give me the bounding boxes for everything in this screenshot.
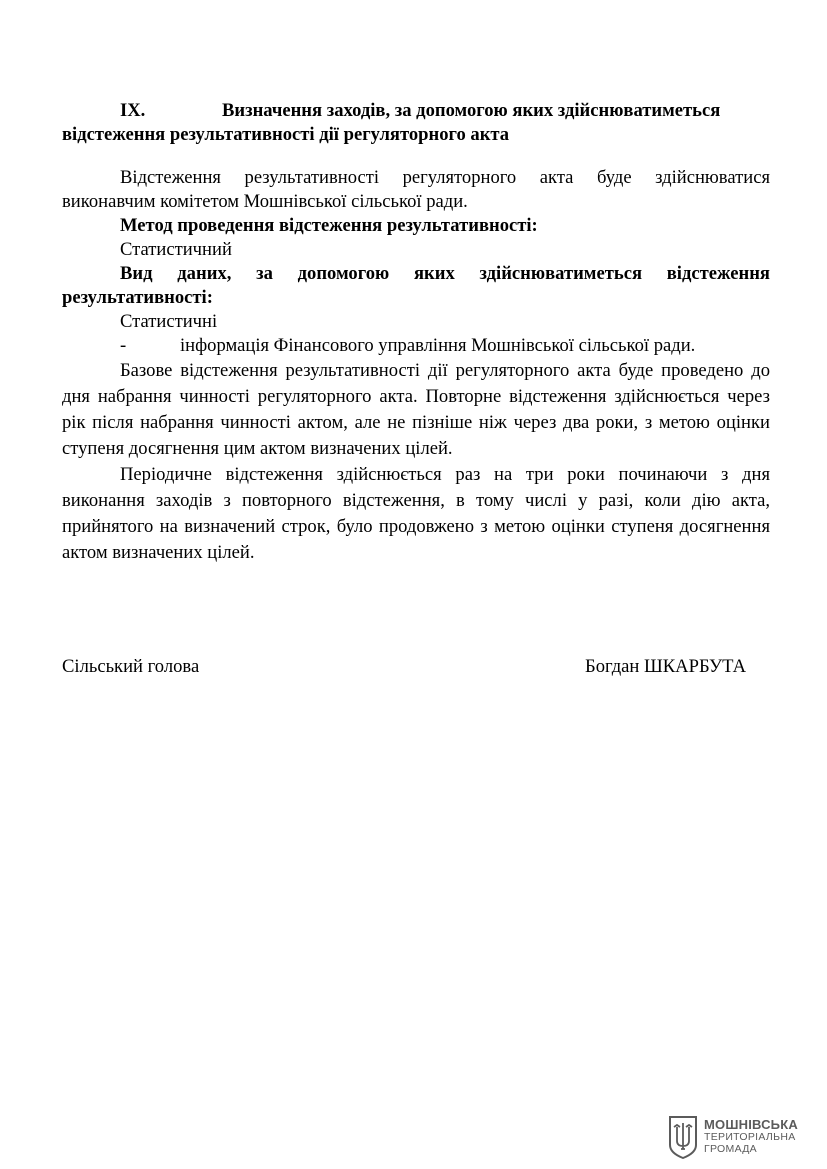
paragraph-periodic-monitoring: Періодичне відстеження здійснюється раз на три роки починаючи з дня виконання заходів з повторного відстеження, в тому числі у разі, коли дію акта, прийнятого на визначений строк, було продовжено з метою оцінки ступеня досягнення актом визначених цілей.	[62, 464, 770, 563]
logo-text	[704, 1119, 798, 1155]
heading-title-part-2: відстеження результативності дії регуляторного акта	[62, 124, 510, 145]
signatory-position: Сільський голова	[62, 656, 200, 677]
signature-block	[62, 655, 746, 679]
logo-line-2: ТЕРИТОРІАЛЬНА	[704, 1131, 796, 1143]
trident-icon	[666, 1115, 700, 1159]
bullet-text: інформація Фінансового управління Мошнівської сільської ради.	[180, 335, 696, 356]
signatory-name: Богдан ШКАРБУТА	[585, 656, 746, 677]
data-type-label: Вид даних, за допомогою яких здійснюватиметься відстеження результативності:	[62, 263, 770, 308]
paragraph-monitoring-body: Відстеження результативності регуляторного акта буде здійснюватися виконавчим комітетом Мошнівської сільської ради.	[62, 167, 770, 212]
bullet-dash: -	[120, 335, 127, 356]
method-label: Метод проведення відстеження результативності:	[120, 215, 538, 236]
logo-line-3: ГРОМАДА	[704, 1143, 757, 1155]
data-type-value: Статистичні	[120, 311, 218, 332]
method-value: Статистичний	[120, 239, 232, 260]
section-number: IX.	[120, 100, 146, 121]
document-body	[62, 166, 770, 566]
list-item	[62, 334, 770, 358]
paragraph-base-monitoring: Базове відстеження результативності дії регуляторного акта буде проведено до дня набрання чинності регуляторного акта. Повторне відстеження здійснюється через рік після набрання чинності актом, але не пізніше ніж через два роки, з метою оцінки ступеня досягнення цим актом визначених цілей.	[62, 360, 770, 459]
heading-line-1	[62, 99, 746, 123]
heading-title-part-1: Визначення заходів, за допомогою яких здійснюватиметься	[222, 100, 721, 121]
document-page	[62, 0, 772, 1169]
logo-line-1: МОШНІВСЬКА	[704, 1117, 798, 1132]
section-heading	[62, 99, 746, 147]
community-logo	[666, 1114, 816, 1160]
